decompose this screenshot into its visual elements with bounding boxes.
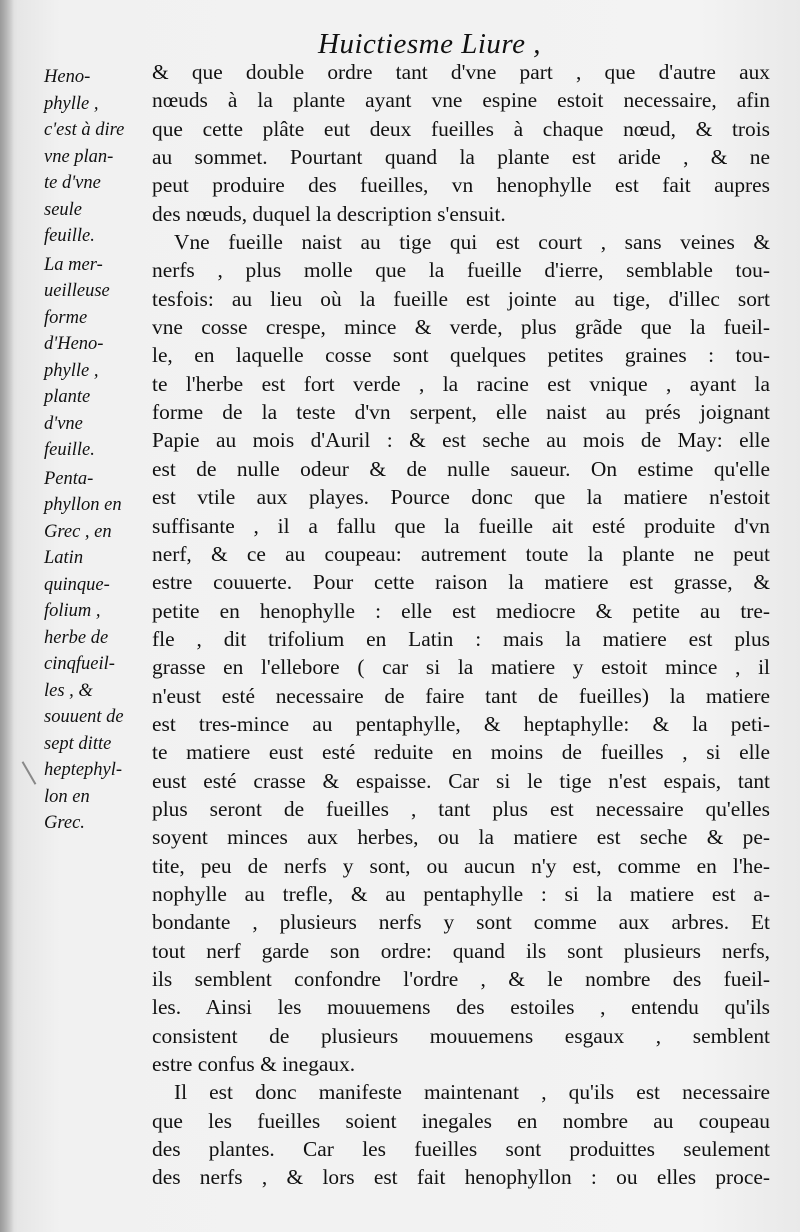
text-line: fle , dit trifolium en Latin : mais la matiere est plus — [152, 626, 770, 651]
running-header: Huictiesme Liure , — [318, 28, 541, 60]
margin-note-line: Penta- — [44, 468, 94, 489]
text-line: est de nulle odeur & de nulle saueur. On estime qu'elle — [152, 456, 770, 481]
text-line: & que double ordre tant d'vne part , que d'autre aux — [152, 60, 770, 84]
text-line: vne cosse crespe, mince & verde, plus grãde que la fueil- — [152, 315, 770, 340]
text-line: eust esté crasse & espaisse. Car si le tige n'est espais, tant — [152, 768, 770, 793]
margin-note-line: heptephyl- — [44, 760, 123, 780]
main-text-block — [152, 58, 770, 1192]
text-line: Vne fueille naist au tige qui est court , sans veines & — [174, 230, 770, 255]
margin-note-line: phylle , — [44, 360, 99, 381]
margin-note-line: phylle , — [44, 93, 99, 114]
margin-note-line: sept ditte — [44, 733, 112, 754]
text-line: bondante , plusieurs nerfs y sont comme aux arbres. Et — [152, 910, 770, 935]
text-line: des nerfs , & lors est fait henophyllon : ou elles proce- — [152, 1165, 770, 1190]
text-line: est vtile aux playes. Pource donc que la matiere n'estoit — [152, 485, 770, 510]
text-line: tesfois: au lieu où la fueille est jointe au tige, d'illec sort — [152, 286, 770, 311]
text-line: te matiere eust esté reduite en moins de fueilles , si elle — [152, 740, 770, 765]
text-line: Il est donc manifeste maintenant , qu'ils est necessaire — [174, 1080, 770, 1105]
margin-note-line: te d'vne — [44, 173, 101, 193]
margin-note-line: forme — [44, 307, 88, 328]
text-line: consistent de plusieurs mouuemens esgaux , semblent — [152, 1023, 770, 1048]
margin-note-line: phyllon en — [44, 495, 122, 515]
text-line: peut produire des fueilles, vn henophylle est fait aupres — [152, 173, 770, 198]
margin-note-line: d'vne — [44, 413, 83, 434]
text-line: que les fueilles soient inegales en nombre au coupeau — [152, 1108, 770, 1133]
margin-note-line: d'Heno- — [44, 334, 104, 354]
margin-note-line: folium , — [44, 601, 101, 621]
margin-note-line: ueilleuse — [44, 281, 110, 301]
text-line: forme de la teste d'vn serpent, elle naist au prés joignant — [152, 400, 770, 425]
text-line: des plantes. Car les fueilles sont produittes seulement — [152, 1137, 770, 1162]
margin-note-line: feuille. — [44, 440, 95, 460]
margin-note-line: feuille. — [44, 226, 95, 246]
margin-note-line: La mer- — [44, 254, 103, 275]
margin-note-line: Heno- — [44, 67, 91, 87]
text-line: est tres-mince au pentaphylle, & heptaphylle: & la peti- — [152, 711, 770, 736]
text-line: nophylle au trefle, & au pentaphylle : si la matiere est a- — [152, 881, 770, 906]
text-line: te l'herbe est fort verde , la racine est vnique , ayant la — [152, 371, 770, 396]
margin-note-line: vne plan- — [44, 146, 114, 167]
margin-note-line: c'est à dire — [44, 120, 125, 140]
text-line: nœuds à la plante ayant vne espine estoit necessaire, afin — [152, 88, 770, 113]
text-line: les. Ainsi les mouuemens des estoiles , entendu qu'ils — [152, 995, 770, 1020]
margin-note-pentaphyllon — [44, 466, 152, 837]
text-line: des nœuds, duquel la description s'ensuit. — [152, 201, 506, 226]
margin-note-line: seule — [44, 199, 83, 220]
text-line: estre couuerte. Pour cette raison la matiere est grasse, & — [152, 570, 770, 595]
text-line: que cette plâte eut deux fueilles à chaque nœud, & trois — [152, 116, 770, 141]
text-line: petite en henophylle : elle est mediocre & petite au tre- — [152, 598, 770, 623]
text-line: estre confus & inegaux. — [152, 1052, 356, 1077]
margin-note-line: cinqfueil- — [44, 654, 115, 674]
margin-note-line: herbe de — [44, 627, 109, 648]
margin-note-henophylle — [44, 64, 152, 250]
text-line: grasse en l'ellebore ( car si la matiere y estoit mince , il — [152, 655, 770, 680]
page-binding-shadow — [0, 0, 14, 1232]
text-line: ils semblent confondre l'ordre , & le nombre des fueil- — [152, 967, 770, 991]
margin-note-line: les , & — [44, 680, 93, 701]
margin-note-line: Grec , en — [44, 521, 112, 542]
text-line: plus seront de fueilles , tant plus est necessaire qu'elles — [152, 796, 770, 821]
text-line: Papie au mois d'Auril : & est seche au mois de May: elle — [152, 428, 770, 453]
text-line: tite, peu de nerfs y sont, ou aucun n'y est, comme en l'he- — [152, 853, 770, 878]
margin-note-merveilleuse-forme — [44, 252, 152, 464]
margin-note-line: Latin — [44, 548, 84, 568]
text-line: nerf, & ce au coupeau: autrement toute la plante ne peut — [152, 541, 770, 566]
margin-note-line: quinque- — [44, 574, 110, 595]
margin-pen-mark — [22, 761, 37, 785]
margin-note-line: souuent de — [44, 707, 124, 727]
text-line: au sommet. Pourtant quand la plante est aride , & ne — [152, 145, 770, 170]
text-line: suffisante , il a fallu que la fueille ait esté produite d'vn — [152, 513, 770, 538]
text-line: tout nerf garde son ordre: quand ils sont plusieurs nerfs, — [152, 938, 770, 963]
margin-note-line: lon en — [44, 786, 90, 807]
text-line: le, en laquelle cosse sont quelques petites graines : tou- — [152, 343, 770, 368]
margin-note-line: plante — [44, 387, 91, 407]
margin-note-line: Grec. — [44, 813, 85, 833]
margin-notes — [44, 64, 152, 837]
text-line: soyent minces aux herbes, ou la matiere est seche & pe- — [152, 825, 770, 850]
text-line: nerfs , plus molle que la fueille d'ierre, semblable tou- — [152, 258, 770, 283]
text-line: n'eust esté necessaire de faire tant de fueilles) la matiere — [152, 683, 770, 708]
